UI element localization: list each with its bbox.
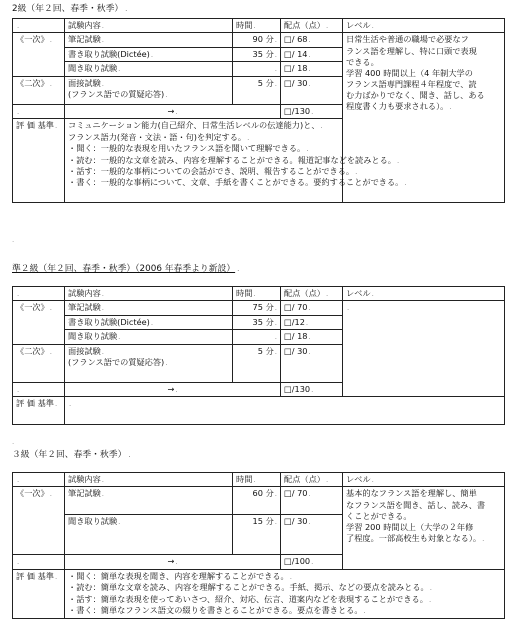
header-level: レベル. xyxy=(343,19,505,33)
header-content: 試験内容. xyxy=(65,473,233,487)
header-blank: . xyxy=(13,473,65,487)
exam-name: 書き取り試験(Dictée). xyxy=(65,47,233,61)
criteria-label: 評 価 基準. xyxy=(13,119,65,203)
header-time: 時間. xyxy=(233,287,281,301)
header-score: 配点（点）. xyxy=(281,473,343,487)
total-arrow: →. xyxy=(65,382,281,396)
exam-score: □/ 70. xyxy=(281,487,343,515)
total-score: □/130. xyxy=(281,104,343,118)
level3-table xyxy=(12,472,505,619)
exam-name: 面接試験. (フランス語での質疑応答). xyxy=(65,76,233,104)
exam-name: 聞き取り試験. xyxy=(65,62,233,76)
pre2-row-criteria xyxy=(13,397,505,425)
exam-score: □/ 70. xyxy=(281,301,343,315)
first-stage-label: 《一次》. xyxy=(13,33,65,76)
header-content: 試験内容. xyxy=(65,19,233,33)
header-time: 時間. xyxy=(233,473,281,487)
criteria-text: コミュニケーション能力(自己紹介、日常生活レベルの伝達能力)と、. フランス語力(発音・文法・語・句)を判定する。. ・聞く：一般的な表現を用いたフランス語を聞いて理解できる。. ・読む：一般的な文章を読み、内容を理解することができる。報道記事などを読みとる。. ・話す：一般的な事柄についての会話ができ、説明、報告することができる。. ・書く：一般的な事柄について、文章、手紙を書くことができる。要約することができる。. xyxy=(65,119,505,203)
level3-heading: ３級（年２回、春季・秋季） . xyxy=(12,450,131,460)
exam-name: 聞き取り試験. xyxy=(65,515,233,555)
total-blank: . xyxy=(13,382,65,396)
header-blank: . xyxy=(13,19,65,33)
exam-name: 筆記試験. xyxy=(65,487,233,515)
paragraph-mark: . xyxy=(12,438,15,446)
pre2-row-written xyxy=(13,301,505,315)
exam-score: □/ 18. xyxy=(281,62,343,76)
level3-header-row xyxy=(13,473,505,487)
criteria-text: ・聞く：簡単な表現を聞き、内容を理解することができる。. ・読む：簡単な文章を読み、内容を理解することができる。手紙、掲示、などの要点を読みとる。. ・話す：簡単な表現を使ってあいさつ、紹介、対応、伝言、道案内などを表現することができる。. ・書く：簡単なフランス語文の綴りを書きとることができる。要点を書きとる。. xyxy=(65,569,505,618)
header-score: 配点（点）. xyxy=(281,19,343,33)
total-score: □/130. xyxy=(281,382,343,396)
level-description: . xyxy=(343,301,505,397)
total-arrow: →. xyxy=(65,104,281,118)
exam-time: 35 分. xyxy=(233,47,281,61)
pre2-header-row xyxy=(13,287,505,301)
level2-row-written xyxy=(13,33,505,47)
header-time: 時間. xyxy=(233,19,281,33)
criteria-label: 評 価 基準. xyxy=(13,569,65,618)
total-arrow: →. xyxy=(65,555,281,569)
level2-row-criteria xyxy=(13,119,505,203)
exam-time: 15 分. xyxy=(233,515,281,555)
exam-name: 面接試験. (フランス語での質疑応答). xyxy=(65,344,233,382)
criteria-text: . xyxy=(65,397,505,425)
exam-time: 35 分. xyxy=(233,315,281,329)
total-score: □/100. xyxy=(281,555,343,569)
exam-score: □/ 30. xyxy=(281,76,343,104)
first-stage-label: 《一次》. xyxy=(13,487,65,555)
exam-time: 75 分. xyxy=(233,301,281,315)
exam-time: 60 分. xyxy=(233,487,281,515)
level-pre2-heading: 準２級（年２回、春季・秋季）（2006 年春季より新設） . xyxy=(12,264,240,274)
level-description: 日常生活や普通の職場で必要なフ ランス語を理解し、特に口頭で表現 できる。 学習 400 時間以上（4 年制大学の フランス語専門課程４年程度で、読 む力ばかりでなく、聞き、話し、ある 程度書く力も要求される）。. xyxy=(343,33,505,203)
header-score: 配点（点）. xyxy=(281,287,343,301)
exam-time: 5 分. xyxy=(233,76,281,104)
exam-time: . xyxy=(233,62,281,76)
second-stage-label: 《二次》. xyxy=(13,76,65,104)
exam-name: 聞き取り試験. xyxy=(65,330,233,344)
exam-score: □/ 30. xyxy=(281,515,343,555)
exam-time: 5 分. xyxy=(233,344,281,382)
exam-score: □/12. xyxy=(281,315,343,329)
header-blank: . xyxy=(13,287,65,301)
paragraph-mark: . xyxy=(12,236,15,244)
exam-time: . xyxy=(233,330,281,344)
level-pre2-table xyxy=(12,286,505,425)
exam-name: 筆記試験. xyxy=(65,301,233,315)
level3-row-written xyxy=(13,487,505,515)
header-content: 試験内容. xyxy=(65,287,233,301)
exam-score: □/ 68. xyxy=(281,33,343,47)
exam-name: 書き取り試験(Dictée). xyxy=(65,315,233,329)
level-description: 基本的なフランス語を理解し、簡単 なフランス語を聞き、話し、読み、書 くことができる。 学習 200 時間以上（大学の２年修 了程度。一部高校生も対象となる）。. xyxy=(343,487,505,569)
exam-name: 筆記試験. xyxy=(65,33,233,47)
level2-header-row xyxy=(13,19,505,33)
header-level: レベル. xyxy=(343,287,505,301)
exam-score: □/ 18. xyxy=(281,330,343,344)
level3-row-criteria xyxy=(13,569,505,618)
level2-heading: 2級（年２回、春季・秋季） . xyxy=(12,4,128,14)
level2-table xyxy=(12,18,505,203)
exam-time: 90 分. xyxy=(233,33,281,47)
total-blank: . xyxy=(13,104,65,118)
first-stage-label: 《一次》. xyxy=(13,301,65,344)
total-blank: . xyxy=(13,555,65,569)
exam-score: □/ 30. xyxy=(281,344,343,382)
criteria-label: 評 価 基準. xyxy=(13,397,65,425)
second-stage-label: 《二次》. xyxy=(13,344,65,382)
header-level: レベル. xyxy=(343,473,505,487)
exam-score: □/ 14. xyxy=(281,47,343,61)
